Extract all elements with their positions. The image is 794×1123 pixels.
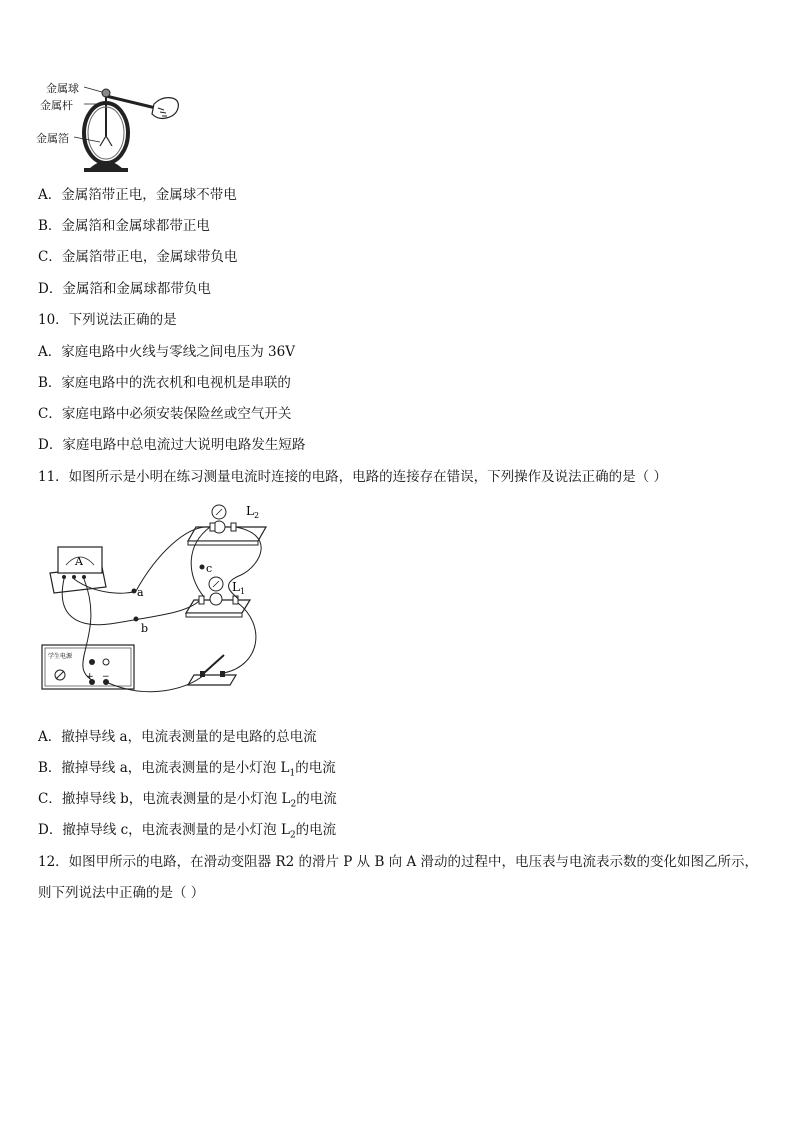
label-wire-c: c xyxy=(206,562,213,575)
circuit-drawing xyxy=(36,495,276,700)
label-metal-ball: 金属球 xyxy=(46,82,79,95)
label-metal-foil: 金属箔 xyxy=(36,132,69,145)
label-ammeter: A xyxy=(75,555,83,568)
label-wire-b: b xyxy=(141,622,149,635)
q11-option-c: C．撤掉导线 b，电流表测量的是小灯泡 $L_2$的电流 xyxy=(38,791,337,810)
switch xyxy=(188,675,236,685)
circuit-figure xyxy=(36,495,276,700)
label-wire-a: a xyxy=(137,586,144,599)
label-minus: − xyxy=(102,672,110,682)
q10-option-d: D．家庭电路中总电流过大说明电路发生短路 xyxy=(38,437,306,453)
q12-stem-line2: 则下列说法中正确的是（ ） xyxy=(38,885,205,901)
q11-option-b: B．撤掉导线 a，电流表测量的是小灯泡 $L_1$的电流 xyxy=(38,760,336,779)
q10-option-b: B．家庭电路中的洗衣机和电视机是串联的 xyxy=(38,375,291,391)
electroscope-figure xyxy=(36,78,186,178)
label-power-supply: 学生电源 xyxy=(48,653,73,660)
q10-option-a: A．家庭电路中火线与零线之间电压为 36V xyxy=(38,344,295,360)
q9-option-c: C．金属箔带正电，金属球带负电 xyxy=(38,249,238,265)
label-metal-rod: 金属杆 xyxy=(40,99,73,112)
q10-stem: 10．下列说法正确的是 xyxy=(38,312,177,328)
power-supply xyxy=(42,645,134,689)
q9-option-d: D．金属箔和金属球都带负电 xyxy=(38,281,211,297)
q9-option-a: A．金属箔带正电，金属球不带电 xyxy=(38,187,237,203)
q11-option-d: D．撤掉导线 c，电流表测量的是小灯泡 $L_2$的电流 xyxy=(38,822,337,841)
q11-option-a: A．撤掉导线 a，电流表测量的是电路的总电流 xyxy=(38,729,317,745)
q9-option-b: B．金属箔和金属球都带正电 xyxy=(38,218,210,234)
q11-stem: 11．如图所示是小明在练习测量电流时连接的电路，电路的连接存在错误，下列操作及说法正确的是（ ） xyxy=(38,469,667,485)
q12-stem-line1: 12．如图甲所示的电路，在滑动变阻器 R2 的滑片 P 从 B 向 A 滑动的过程中，电压表与电流表示数的变化如图乙所示， xyxy=(38,854,759,870)
label-l2: $L_2$ xyxy=(246,504,260,520)
label-plus: + xyxy=(86,672,94,682)
q10-option-c: C．家庭电路中必须安装保险丝或空气开关 xyxy=(38,406,292,422)
label-l1: $L_1$ xyxy=(232,580,246,596)
